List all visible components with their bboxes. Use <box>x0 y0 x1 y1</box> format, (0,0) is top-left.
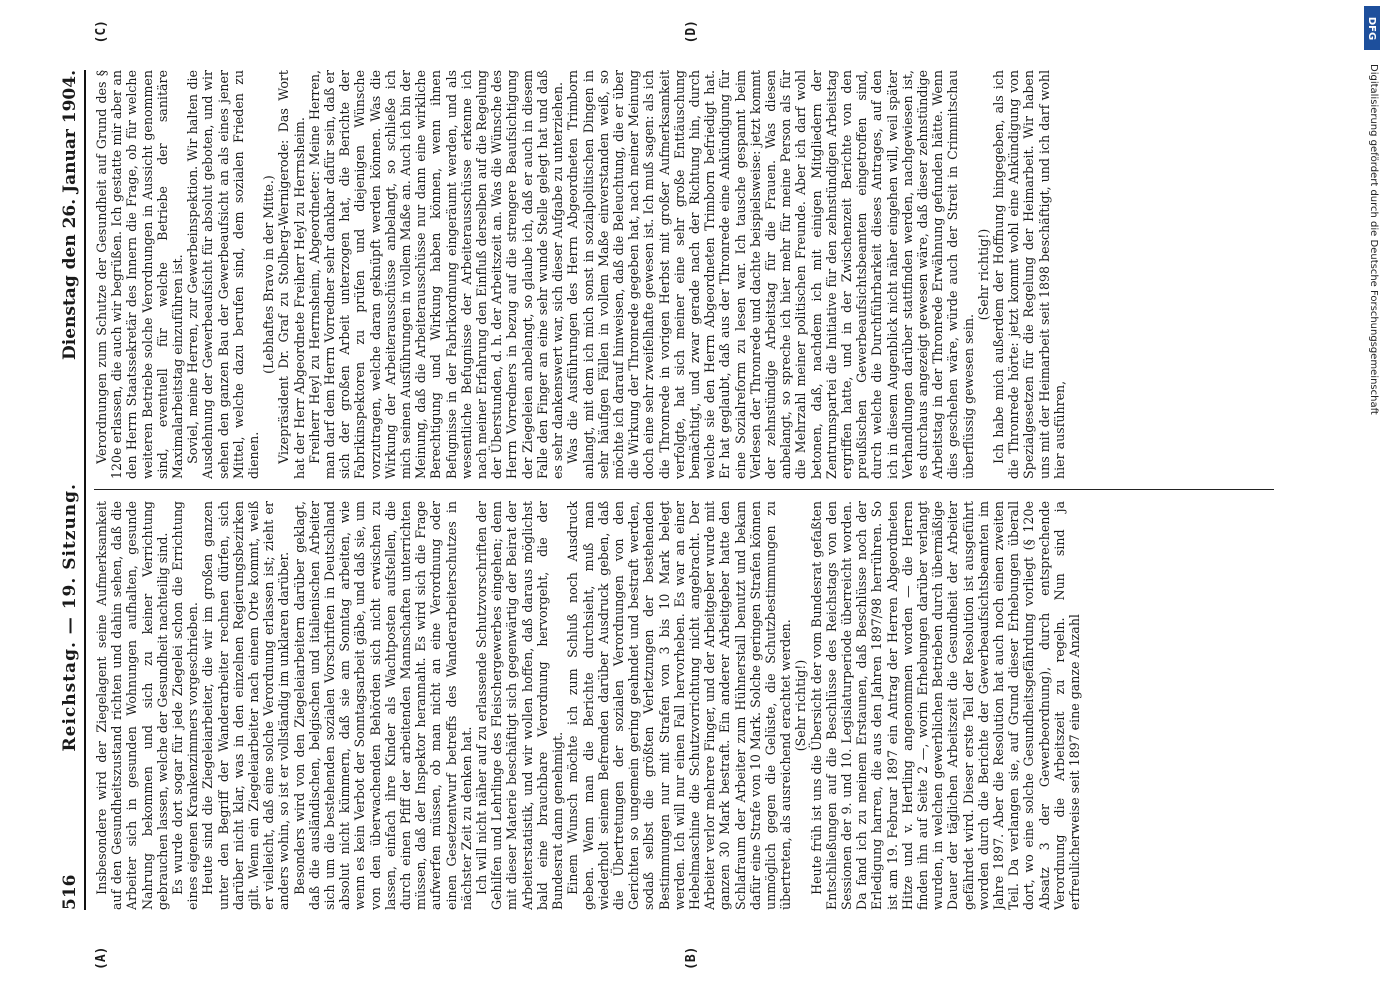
paragraph: Es wurde dort sogar für jede Ziegelei schon die Errichtung eines eigenen Krankenzimmers vorgeschrieben. <box>170 501 201 910</box>
page-number: 516 <box>60 874 80 910</box>
dfg-banner <box>1361 4 1381 994</box>
paragraph: (Lebhaftes Bravo in der Mitte.) <box>261 175 277 374</box>
paragraph: Heute früh ist uns die Übersicht der vom Bundesrat gefaßten Entschließungen auf die Beschlüsse des Reichstags von den Sessionen der 9. und 10. Legislaturperiode überreicht worden. Da fand ich zu meinem Erstaunen, daß Beschlüsse noch der Erledigung harren, die aus den Jahren 1897/98 herrühren. So ist am 19. Februar 1897 ein Antrag der Herren Abgeordneten Hitze und v. Hertling angenommen worden — die Herren finden ihn auf Seite 2 —, worin Erhebungen darüber verlangt wurden, in welchen gewerblichen Betrieben durch übermäßige Dauer der täglichen Arbeitszeit die Gesundheit der Arbeiter gefährdet wird. Dieser erste Teil der Resolution ist ausgeführt worden durch die Berichte der Gewerbeaufsichtsbeamten im Jahre 1897. Aber die Resolution hat auch noch einen zweiten Teil. Da verlangen sie, auf Grund dieser Erhebungen überall dort, wo eine solche Gesundheitsgefährdung vorliegt (§ 120e Absatz 3 der Gewerbeordnung), durch entsprechende Verordnung die Arbeitszeit zu regeln. Nun sind ja erfreulicherweise seit 1897 eine ganze Anzahl <box>808 501 1082 910</box>
paragraph: Heute sind die Ziegeleiarbeiter, die wir im großen ganzen unter den Begriff der Wanderarbeiter rechnen dürfen, sich darüber nicht klar, was in den einzelnen Regierungsbezirken gilt. Wenn ein Ziegeleiarbeiter nach einem Orte kommt, weiß er vielleicht, daß eine solche Verordnung erlassen ist; zieht er anders wohin, so ist er vollständig im unklaren darüber. <box>200 501 292 910</box>
paragraph: Verordnungen zum Schutze der Gesundheit auf Grund des § 120e erlassen, die auch wir begrüßen. Ich gestatte mir aber an den Herrn Staatssekretär des Innern die Frage, ob für welche weiteren Betriebe solche Verordnungen in Aussicht genommen sind, eventuell für welche Betriebe der sanitäre Maximalarbeitstag einzuführen ist. <box>94 70 186 479</box>
paragraph: (Sehr richtig!) <box>793 659 809 752</box>
paragraph: Was die Ausführungen des Herrn Abgeordneten Trimborn anlangt, mit dem ich mich sonst in sozialpolitischen Dingen in sehr häufigen Fällen in vollem Maße einverstanden weiß, so möchte ich darauf hinweisen, daß die Beleuchtung, die er über die Wirkung der Thronrede gegeben hat, nach meiner Meinung doch eine sehr zweifelhafte gewesen ist. Ich muß sagen: als ich die Thronrede in vorigen Herbst mit großer Aufmerksamkeit verfolgte, hat sich meiner eine sehr große Enttäuschung bemächtigt, und zwar gerade nach der Richtung hin, durch welche sie den Herrn Abgeordneten Trimborn befriedigt hat. Er hat geglaubt, daß aus der Thronrede eine Ankündigung für eine Sozialreform zu lesen war. Ich tausche gespannt beim Verlesen der Thronrede und dachte beispielsweise: jetzt kommt der zehnstündige Arbeitstag für die Frauen. Was diesen anbelangt, so spreche ich hier mehr für meine Person als für die Mehrzahl meiner politischen Freunde. Aber ich darf wohl betonen, daß, nachdem ich mit einigen Mitgliedern der Zentrumspartei die Initiative für den zehnstündigen Arbeitstag ergriffen hatte, und in der Zwischenzeit Berichte von den preußischen Gewerbeaufsichtsbeamten eingetroffen sind, durch welche die Durchführbarkeit dieses Antrages, auf den ich in diesem Augenblick nicht näher eingehen will, weil später Verhandlungen darüber stattfinden werden, nachgewiesen ist, es durchaus angezeigt gewesen wäre, daß dieser zehnstündige Arbeitstag in der Thronrede Erwähnung gefunden hätte. Wenn dies geschehen wäre, würde auch der Streit in Crimmitschau überflüssig gewesen sein. <box>565 70 976 479</box>
dfg-logo-icon <box>1364 6 1380 50</box>
paragraph: Besonders wird von den Ziegeleiarbeitern darüber geklagt, daß die ausländischen, belgischen und italienischen Arbeiter sich um die bestehenden sozialen Vorschriften in Deutschland absolut nicht kümmern, daß sie am Sonntag arbeiten, wie wenn es kein Verbot der Sonntagsarbeit gäbe, und daß sie, um von den überwachenden Behörden sich nicht erwischen zu lassen, einfach ihre Kinder als Wachtposten aufstellen, die durch einen Pfiff der arbeitenden Mannschaften unterrichten müssen, daß der Inspektor herannaht. Es wird sich die Frage aufwerfen müssen, ob man nicht an eine Verordnung oder einen Gesetzentwurf betreffs des Wanderarbeiterschutzes in nächster Zeit zu denken hat. <box>291 501 474 910</box>
date-title: Dienstag den 26. Januar 1904. <box>60 70 80 360</box>
margin-letter-d: (D) <box>684 20 699 44</box>
session-title: Reichstag. — 19. Sitzung. <box>60 483 80 752</box>
margin-letter-c: (C) <box>94 20 109 44</box>
paragraph: Insbesondere wird der Ziegelagent seine Aufmerksamkeit auf den Gesundheitszustand richten und dahin sehen, daß die Arbeiter sich in gesunden Wohnungen aufhalten, gesunde Nahrung bekommen und sich zu keiner Verrichtung gebrauchen lassen, welche der Gesundheit nachteilig sind. <box>94 501 170 910</box>
rotated-page <box>40 0 1330 1000</box>
margin-letter-b: (B) <box>684 946 699 970</box>
paragraph: Freiherr Heyl zu Herrnsheim, Abgeordneter: Meine Herren, man darf dem Herrn Vorredner sehr dankbar dafür sein, daß er sich der großen Arbeit unterzogen hat, die Berichte der Fabrikinspektoren zu prüfen und diejenigen Wünsche vorzutragen, welche daran geknüpft werden können. Was die Wirkung der Arbeiterausschüsse anbelangt, so schließe ich mich seinen Ausführungen in vollem Maße an. Auch ich bin der Meinung, daß die Arbeiterausschüsse nur dann eine wirkliche Berechtigung und Wirkung haben können, wenn ihnen Befugnisse in der Fabrikordnung eingeräumt werden, und als wesentliche Befugnisse der Arbeiterausschüsse erkenne ich nach meiner Erfahrung den Einfluß derselben auf die Regelung der Überstunden, d. h. der Arbeitszeit an. Was die Wünsche des Herrn Vorredners in bezug auf die strengere Beaufsichtigung der Ziegeleien anbelangt, so glaube ich, daß er auch in diesem Falle den Finger an eine sehr wunde Stelle gelegt hat und daß es sehr dankenswert war, sich dieser Aufgabe zu unterziehen. <box>306 70 566 479</box>
paragraph: Vizepräsident Dr. Graf zu Stolberg-Wernigerode: Das Wort hat der Herr Abgeordnete Freiherr Heyl zu Herrnsheim. <box>276 70 307 479</box>
margin-letter-a: (A) <box>94 946 109 970</box>
paragraph: Soviel, meine Herren, zur Gewerbeinspektion. Wir halten die Ausdehnung der Gewerbeaufsicht für absolut geboten, und wir sehen den ganzen Bau der Gewerbeaufsicht an als eines jener Mittel, welche dazu berufen sind, dem sozialen Frieden zu dienen. <box>185 70 262 479</box>
paragraph: Ich will nicht näher auf zu erlassende Schutzvorschriften der Gehilfen und Lehrlinge des Fleischergewerbes eingehen; denn mit dieser Materie beschäftigt sich gegenwärtig der Beirat der Arbeiterstatistik, und wir wollen hoffen, daß daraus möglichst bald eine brauchbare Verordnung hervorgeht, die der Bundesrat dann genehmigt. <box>474 501 566 910</box>
paragraph: Ich habe mich außerdem der Hoffnung hingegeben, als ich die Thronrede hörte: jetzt kommt wohl eine Ankündigung von Spezialgesetzen für die Regelung der Heimarbeit. Wir haben uns mit der Heimarbeit seit 1898 beschäftigt, und ich darf wohl hier ausführen, <box>990 70 1067 479</box>
left-column <box>94 501 1274 910</box>
dfg-logo-text: DFG <box>1366 16 1378 40</box>
paragraph: (Sehr richtig!) <box>975 228 991 321</box>
text-columns <box>94 20 1274 970</box>
dfg-banner-text: Digitalisierung gefördert durch die Deutsche Forschungsgemeinschaft <box>1368 64 1379 415</box>
right-column <box>94 70 1274 479</box>
column-divider <box>94 490 1274 491</box>
paragraph: Einem Wunsch möchte ich zum Schluß noch Ausdruck geben. Wenn man die Berichte durchsieht, muß man wiederholt seinem Befremden darüber Ausdruck geben, daß die Übertretungen der sozialen Verordnungen von den Gerichten so ungemein gering geahndet und bestraft werden, sodaß selbst die größten Verletzungen der bestehenden Bestimmungen nur mit Strafen von 3 bis 10 Mark belegt werden. Ich will nur einen Fall hervorheben. Es war an einer Hebelmaschine die Schutzvorrichtung nicht angebracht. Der Arbeiter verlor mehrere Finger, und der Arbeitgeber wurde mit ganzen 30 Mark bestraft. Ein anderer Arbeitgeber hatte den Schlafraum der Arbeiter zum Hühnerstall benutzt und bekam dafür eine Strafe von 10 Mark. Solche geringen Strafen können unmöglich gegen die Gelüste, die Schutzbestimmungen zu übertreten, als ausreichend erachtet werden. <box>565 501 794 910</box>
running-head <box>60 70 86 910</box>
